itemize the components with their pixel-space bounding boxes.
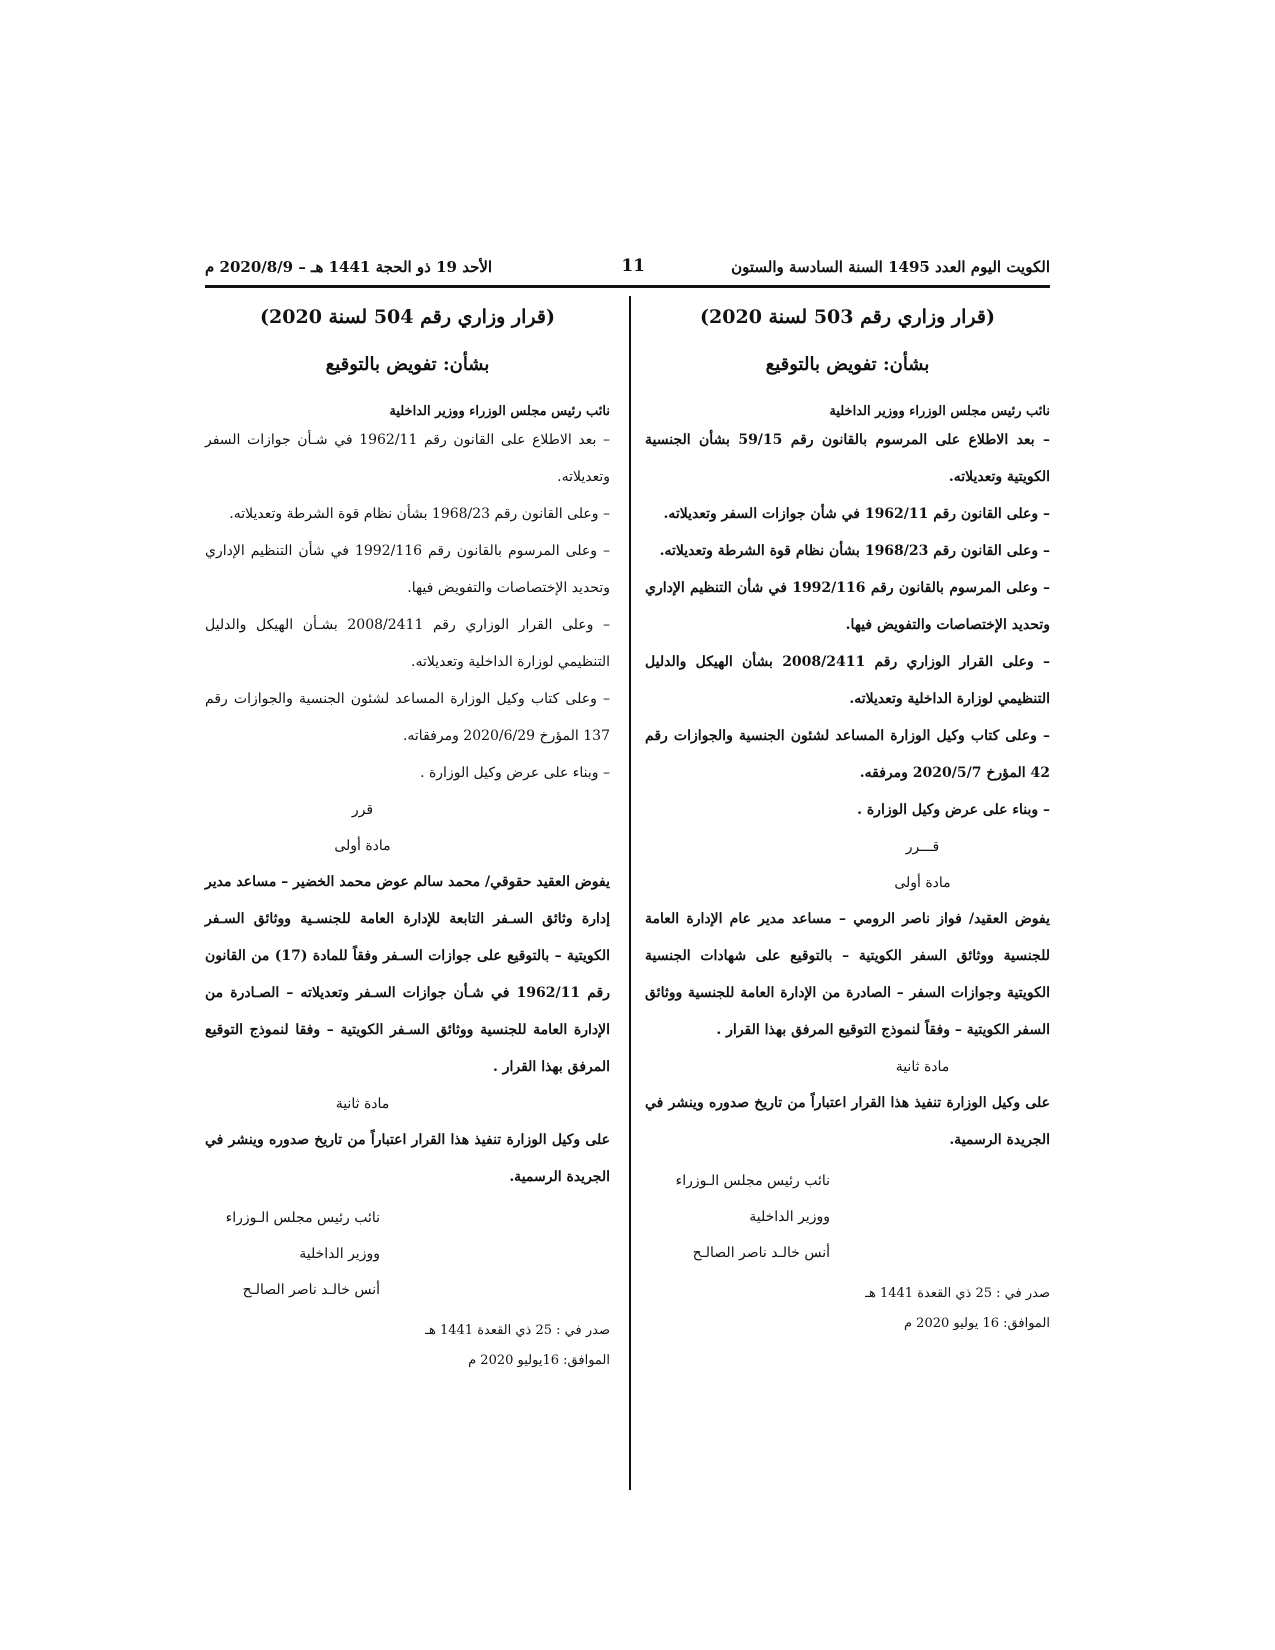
- signature-name: أنس خالـد ناصر الصالـح: [242, 1282, 380, 1298]
- decision-503-preamble-3: – وعلى القانون رقم 1968/23 بشأن نظام قوة الشرطة وتعديلاته.: [659, 543, 1050, 559]
- decision-504-decided: قرر: [351, 802, 374, 818]
- decision-503-decided: قـــرر: [905, 839, 940, 855]
- header-date: الأحد 19 ذو الحجة 1441 هـ – 2020/8/9 م: [205, 258, 493, 276]
- decision-504-article-2-text: على وكيل الوزارة تنفيذ هذا القرار اعتباراً من تاريخ صدوره وينشر في الجريدة الرسمية.: [205, 1132, 610, 1185]
- decision-504-issued-gregorian: الموافق: 16يوليو 2020 م: [468, 1353, 610, 1368]
- decision-504-preamble-6: – وبناء على عرض وكيل الوزارة .: [420, 765, 610, 781]
- decision-503-subject: بشأن: تفويض بالتوقيع: [765, 354, 930, 375]
- decision-503-preamble-7: – وبناء على عرض وكيل الوزارة .: [857, 802, 1050, 818]
- decision-503-title: (قرار وزاري رقم 503 لسنة 2020): [700, 306, 995, 328]
- decision-503-article-2-label: مادة ثانية: [895, 1059, 950, 1075]
- decision-503-article-1-label: مادة أولى: [894, 875, 951, 891]
- decision-503-issued-hijri: صدر في : 25 ذي القعدة 1441 هـ: [865, 1286, 1050, 1301]
- decision-504-article-2-label: مادة ثانية: [335, 1096, 390, 1112]
- decision-504-article-1-text: يفوض العقيد حقوقي/ محمد سالم عوض محمد الخضير – مساعد مدير إدارة وثائق السـفر التابعة للإدارة العامة للجنسـية ووثائق السـفر الكويتية – بالتوقيع على جوازات السـفر وفقاً للمادة (17) من القانون رقم 1962/11 في شـأن جوازات السـفر وتعديلاته – الصـادرة من الإدارة العامة للجنسية ووثائق السـفر الكويتية – وفقا لنموذج التوقيع المرفق بهذا القرار .: [205, 874, 610, 1075]
- decision-504-title: (قرار وزاري رقم 504 لسنة 2020): [260, 306, 555, 328]
- decision-503-signature: [645, 1163, 1050, 1271]
- decision-503-article-2-text: على وكيل الوزارة تنفيذ هذا القرار اعتباراً من تاريخ صدوره وينشر في الجريدة الرسمية.: [645, 1095, 1050, 1148]
- decision-504-article-1-label: مادة أولى: [334, 838, 391, 854]
- decision-504-issuer: نائب رئيس مجلس الوزراء ووزير الداخلية: [389, 404, 610, 419]
- header-issue-info: الكويت اليوم العدد 1495 السنة السادسة والستون: [731, 258, 1050, 276]
- decision-503-issued-gregorian: الموافق: 16 يوليو 2020 م: [903, 1316, 1050, 1331]
- decision-503-issuer: نائب رئيس مجلس الوزراء ووزير الداخلية: [829, 404, 1050, 419]
- signature-name: أنس خالـد ناصر الصالـح: [692, 1245, 830, 1261]
- header-page-number: 11: [621, 256, 645, 276]
- page-header: [205, 258, 1050, 284]
- decision-504-column: [205, 296, 610, 1376]
- signature-title-1: نائب رئيس مجلس الـوزراء: [675, 1173, 830, 1189]
- decision-504-preamble-4: – وعلى القرار الوزاري رقم 2008/2411 بشـأن الهيكل والدليل التنظيمي لوزارة الداخلية وتعديلاته.: [205, 617, 610, 670]
- decision-503-preamble-1: – بعد الاطلاع على المرسوم بالقانون رقم 59/15 بشأن الجنسية الكويتية وتعديلاته.: [645, 432, 1050, 485]
- decision-504-preamble-2: – وعلى القانون رقم 1968/23 بشأن نظام قوة الشرطة وتعديلاته.: [229, 506, 610, 522]
- decision-504-subject: بشأن: تفويض بالتوقيع: [325, 354, 490, 375]
- column-divider: [629, 296, 631, 1490]
- signature-title-2: ووزير الداخلية: [749, 1209, 830, 1225]
- decision-503-preamble-6: – وعلى كتاب وكيل الوزارة المساعد لشئون الجنسية والجوازات رقم 42 المؤرخ 2020/5/7 ومرفقه.: [645, 728, 1050, 781]
- decision-504-signature: [205, 1200, 610, 1308]
- decision-504-preamble-5: – وعلى كتاب وكيل الوزارة المساعد لشئون الجنسية والجوازات رقم 137 المؤرخ 2020/6/29 ومرفقاته.: [205, 691, 610, 744]
- signature-title-1: نائب رئيس مجلس الـوزراء: [225, 1210, 380, 1226]
- decision-503-preamble-5: – وعلى القرار الوزاري رقم 2008/2411 بشأن الهيكل والدليل التنظيمي لوزارة الداخلية وتعديلاته.: [645, 654, 1050, 707]
- decision-503-preamble-2: – وعلى القانون رقم 1962/11 في شأن جوازات السفر وتعديلاته.: [663, 506, 1050, 522]
- header-rule: [205, 285, 1050, 288]
- decision-503-article-1-text: يفوض العقيد/ فواز ناصر الرومي – مساعد مدير عام الإدارة العامة للجنسية ووثائق السفر الكويتية – بالتوقيع على شهادات الجنسية الكويتية وجوازات السفر – الصادرة من الإدارة العامة للجنسية ووثائق السفر الكويتية – وفقاً لنموذج التوقيع المرفق بهذا القرار .: [645, 911, 1050, 1038]
- decision-504-preamble-3: – وعلى المرسوم بالقانون رقم 1992/116 في شأن التنظيم الإداري وتحديد الإختصاصات والتفويض فيها.: [205, 543, 610, 596]
- decision-504-issued-hijri: صدر في : 25 ذي القعدة 1441 هـ: [425, 1323, 610, 1338]
- signature-title-2: ووزير الداخلية: [299, 1246, 380, 1262]
- decision-504-preamble-1: – بعد الاطلاع على القانون رقم 1962/11 في شـأن جوازات السفر وتعديلاته.: [205, 432, 610, 485]
- decision-503-preamble-4: – وعلى المرسوم بالقانون رقم 1992/116 في شأن التنظيم الإداري وتحديد الإختصاصات والتفويض فيها.: [645, 580, 1050, 633]
- decision-503-column: [645, 296, 1050, 1339]
